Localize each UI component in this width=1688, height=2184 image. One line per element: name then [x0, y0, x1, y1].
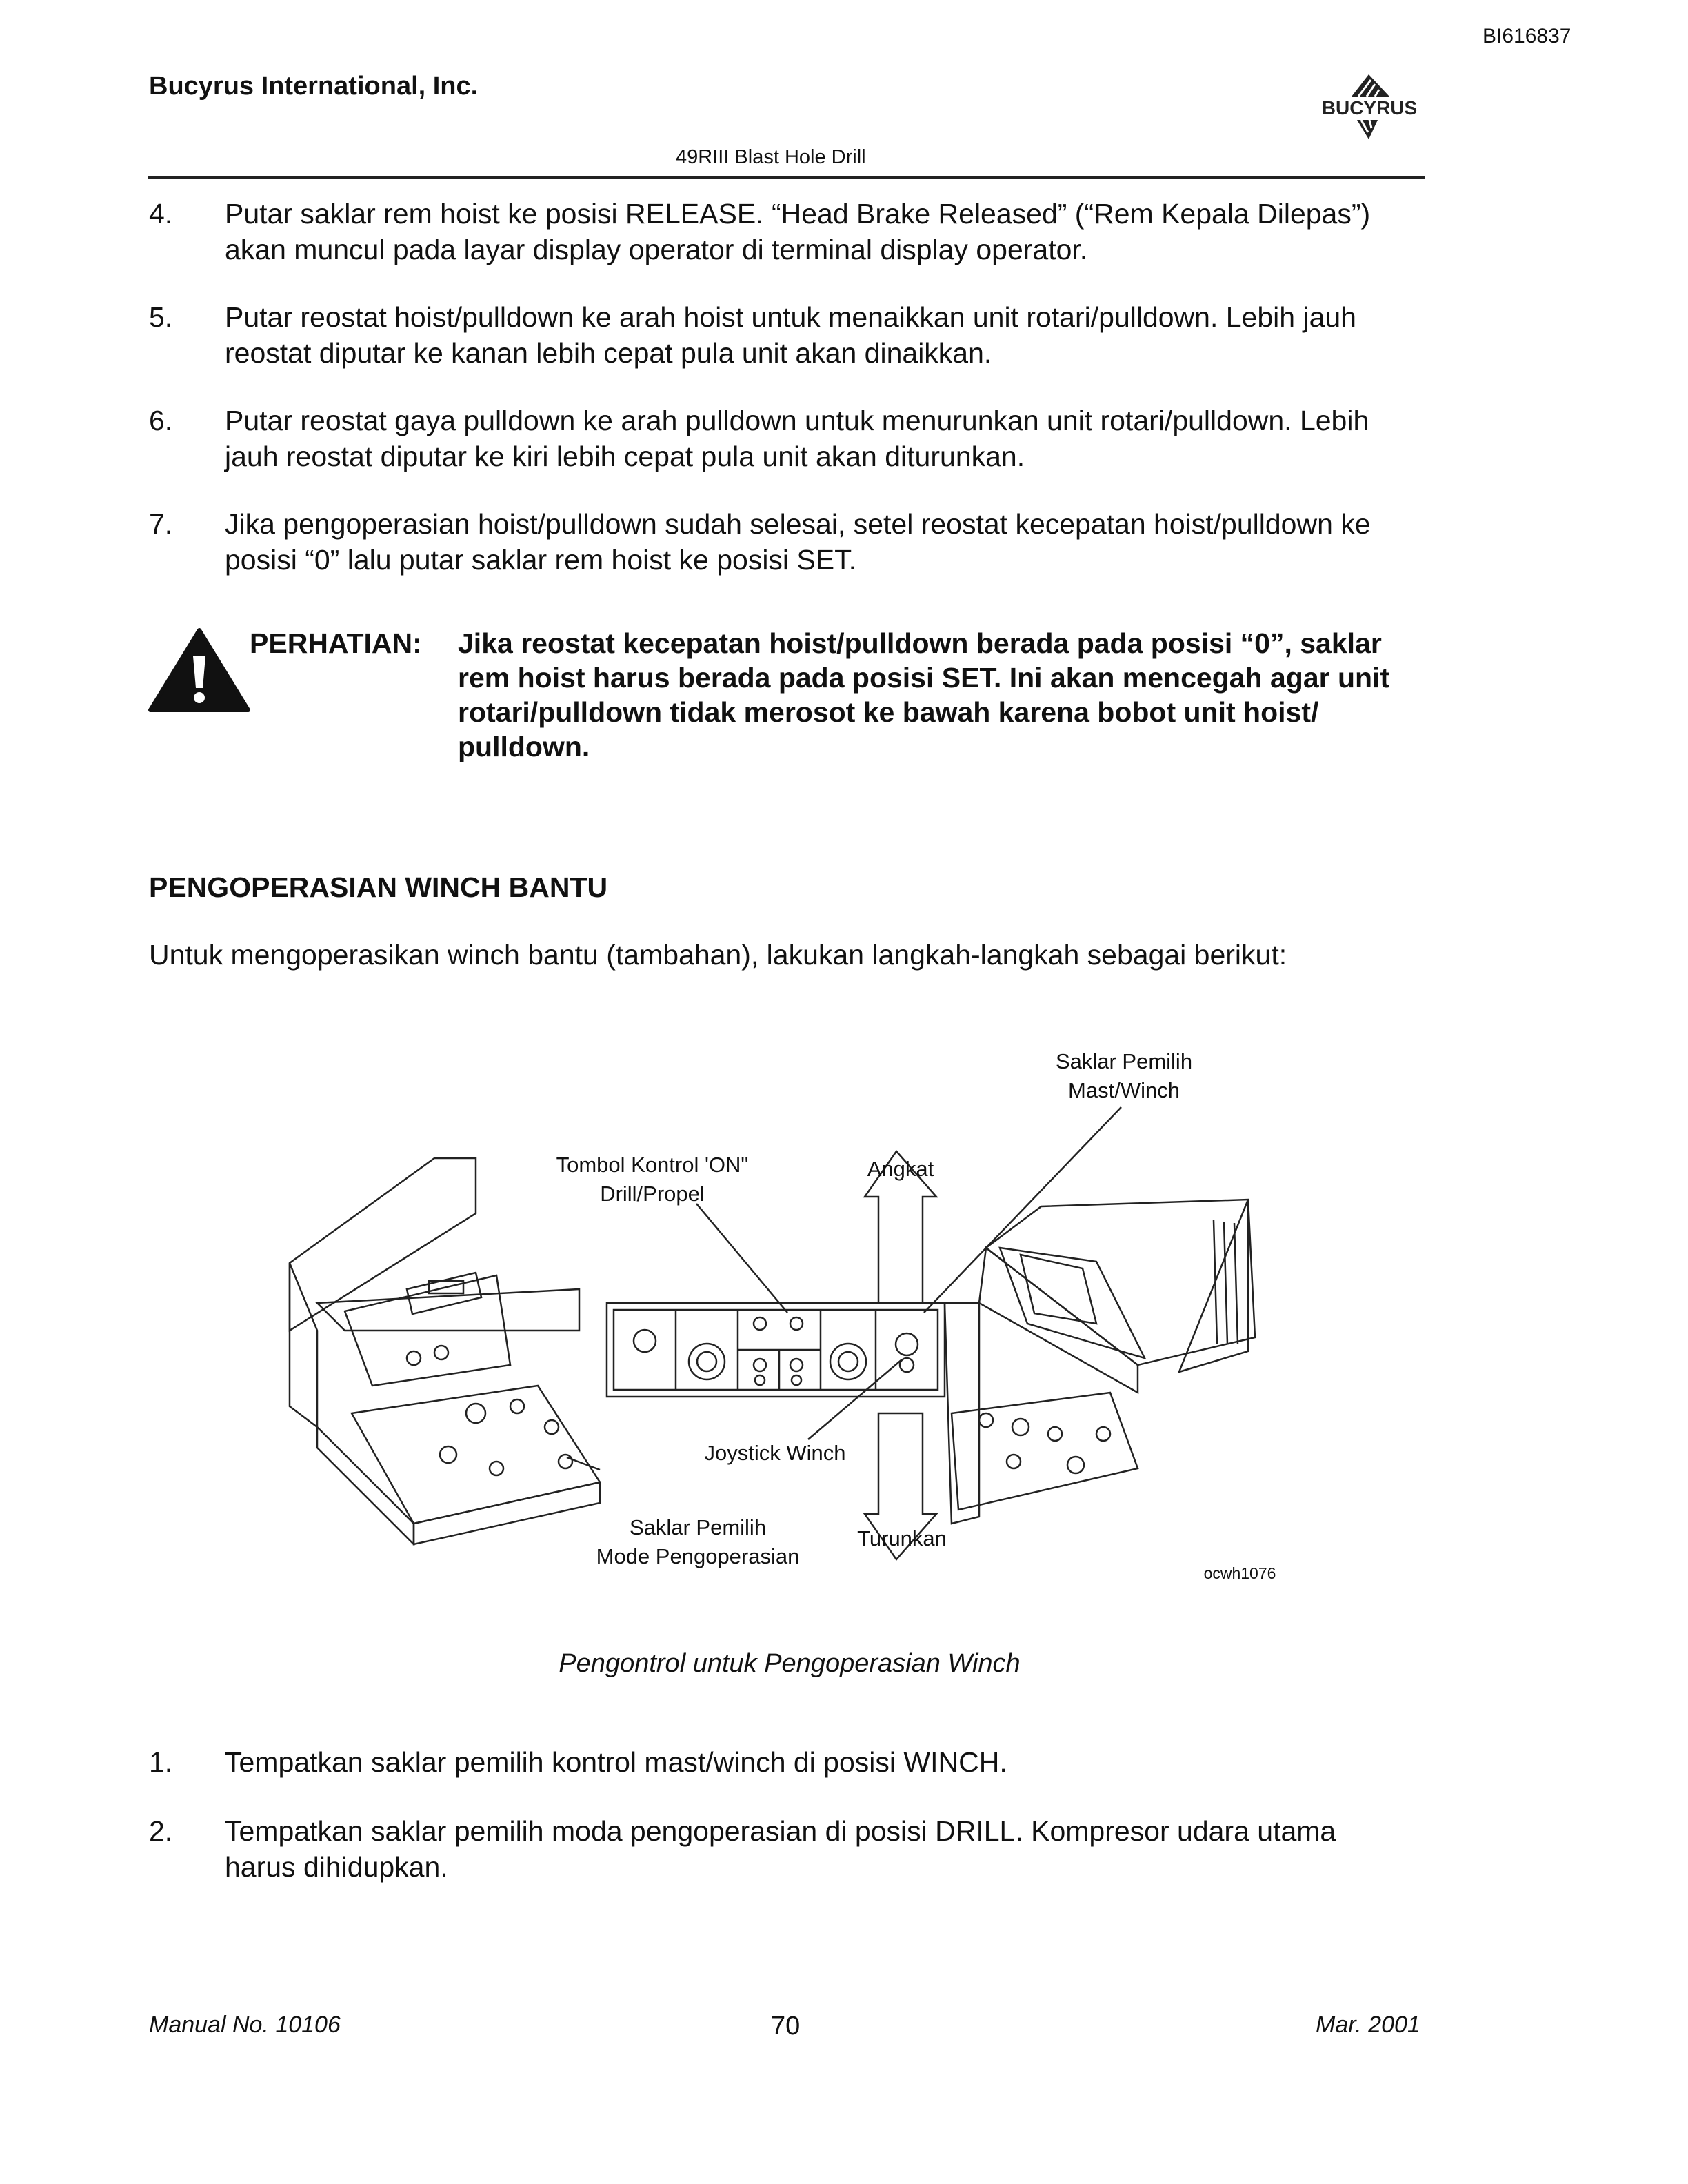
section-title: PENGOPERASIAN WINCH BANTU [149, 871, 608, 903]
document-subtitle: 49RIII Blast Hole Drill [676, 146, 866, 168]
step-text: Putar saklar rem hoist ke posisi RELEASE. “Head Brake Released” (“Rem Kepala Dilepas”) akan muncul pada layar display operator di terminal display operator. [225, 198, 1371, 265]
section-intro: Untuk mengoperasikan winch bantu (tambahan), lakukan langkah-langkah sebagai berikut: [149, 939, 1287, 971]
step-number: 7. [149, 508, 173, 540]
label-drill-propel-button: Tombol Kontrol 'ON" [556, 1153, 749, 1177]
label-mode-selector-2: Mode Pengoperasian [596, 1544, 800, 1568]
label-mode-selector: Saklar Pemilih [629, 1515, 767, 1539]
footer-page-number: 70 [771, 2012, 801, 2041]
left-console-base [317, 1427, 414, 1544]
company-name: Bucyrus International, Inc. [149, 72, 479, 101]
center-knob-left [689, 1344, 725, 1379]
label-mast-winch-selector-2: Mast/Winch [1068, 1078, 1180, 1102]
right-console-left-edge [945, 1303, 979, 1524]
footer-date: Mar. 2001 [1316, 2012, 1420, 2038]
caution-text: Jika reostat kecepatan hoist/pulldown berada pada posisi “0”, saklar rem hoist harus berada pada posisi SET. Ini akan mencegah agar unit rotari/pulldown tidak merosot ke bawah karena bobot unit hoist/ pulldown. [458, 627, 1390, 762]
figure-caption: Pengontrol untuk Pengoperasian Winch [559, 1649, 1021, 1678]
figure-code: ocwh1076 [1203, 1564, 1276, 1582]
right-console-front [979, 1248, 1138, 1393]
warning-triangle-icon [148, 627, 251, 714]
label-raise: Angkat [867, 1157, 934, 1181]
console-drawing [290, 1158, 1255, 1544]
right-display-screen [1021, 1255, 1096, 1324]
left-console-panel-frame [317, 1289, 579, 1331]
label-drill-propel-button-2: Drill/Propel [600, 1182, 705, 1206]
step-number: 1. [149, 1746, 173, 1778]
step-text: Putar reostat hoist/pulldown ke arah hoist untuk menaikkan unit rotari/pulldown. Lebih jauh reostat diputar ke kanan lebih cepat pula unit akan dinaikkan. [225, 301, 1356, 369]
logo-wordmark: BUCYRUS [1321, 97, 1418, 119]
header-rule [148, 176, 1425, 179]
bucyrus-logo-icon [1303, 69, 1434, 152]
label-mast-winch-selector: Saklar Pemilih [1055, 1049, 1193, 1073]
step-number: 5. [149, 301, 173, 333]
label-winch-joystick: Joystick Winch [704, 1441, 846, 1465]
winch-controls-figure [269, 1041, 1317, 1613]
right-display-housing [1000, 1248, 1145, 1358]
step-text: Jika pengoperasian hoist/pulldown sudah selesai, setel reostat kecepatan hoist/pulldown ke posisi “0” lalu putar saklar rem hoist ke posisi SET. [225, 508, 1371, 576]
center-joystick [634, 1330, 656, 1352]
caution-label: PERHATIAN: [250, 627, 422, 659]
label-lower: Turunkan [857, 1526, 947, 1550]
step-text: Tempatkan saklar pemilih kontrol mast/winch di posisi WINCH. [225, 1746, 1007, 1778]
step-text: Putar reostat gaya pulldown ke arah pulldown untuk menurunkan unit rotari/pulldown. Lebih jauh reostat diputar ke kiri lebih cepat pula unit akan diturunkan. [225, 405, 1369, 472]
document-id: BI616837 [1483, 25, 1571, 48]
footer-manual-number: Manual No. 10106 [149, 2012, 341, 2038]
center-knob-right [830, 1344, 866, 1379]
step-number: 2. [149, 1815, 173, 1847]
winch-joystick [896, 1333, 918, 1355]
step-number: 4. [149, 198, 173, 230]
step-number: 6. [149, 405, 173, 436]
step-text: Tempatkan saklar pemilih moda pengoperasian di posisi DRILL. Kompresor udara utama harus dihidupkan. [225, 1815, 1336, 1883]
left-console-front [414, 1482, 600, 1544]
left-console-side [290, 1263, 317, 1427]
